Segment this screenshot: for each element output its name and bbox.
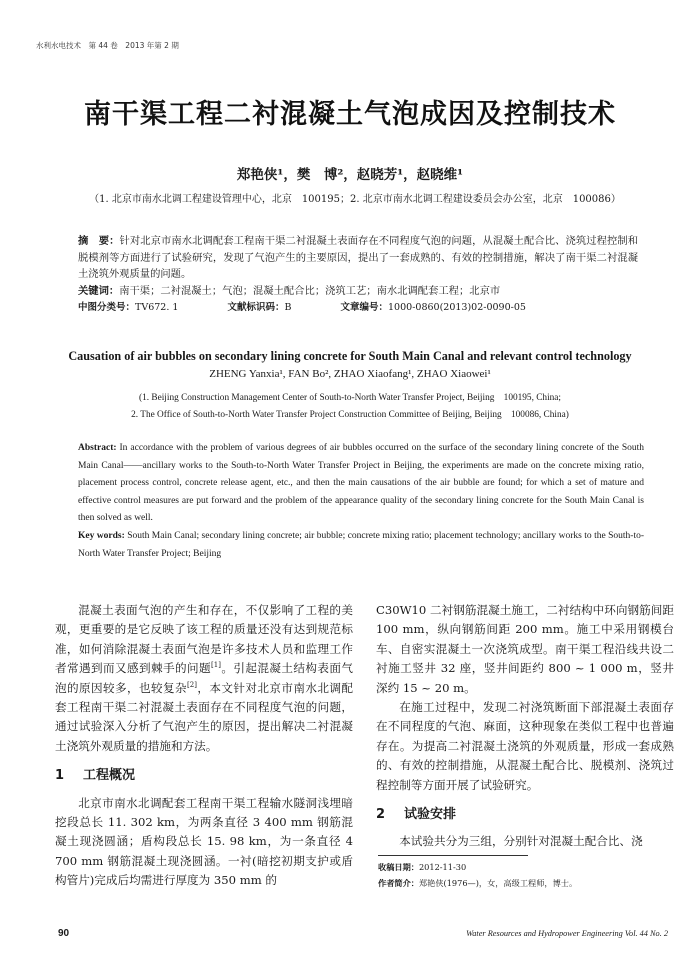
section-1-paragraph-2: 在施工过程中，发现二衬浇筑断面下部混凝土表面存在不同程度的气泡、麻面，这种现象在类似工程中也普遍存在。为提高二衬混凝土浇筑的外观质量，形成一套成熟的、有效的控制措施，从混凝土配合比、脱模剂、浇筑过程控制等方面开展了试验研究。 (376, 700, 674, 792)
keywords-en-text: South Main Canal; secondary lining concrete; air bubble; concrete mixing ratio; placement technology; ancillary works to the South-to-North Water Transfer Project; Beijing (78, 531, 644, 559)
keywords-cn (78, 283, 638, 300)
citation-2: [2] (187, 680, 197, 689)
section-heading-1: 1 工程概况 (55, 768, 136, 784)
paper-title-cn: 南干渠工程二衬混凝土气泡成因及控制技术 (84, 99, 616, 130)
affiliation-en-1: (1. Beijing Construction Management Center of South-to-North Water Transfer Project, Beijing 100195, China; (138, 393, 562, 403)
abstract-cn-label: 摘 要： (78, 235, 120, 247)
authors-en: ZHENG Yanxia¹, FAN Bo², ZHAO Xiaofang¹, ZHAO Xiaowei¹ (209, 368, 491, 380)
footnote-received: 收稿日期：2012-11-30 (378, 862, 467, 872)
section-heading-2: 2 试验安排 (376, 807, 457, 823)
article-number: 文章编号：1000-0860(2013)02-0090-05 (340, 302, 526, 313)
classification-row (78, 299, 638, 313)
intro-paragraph: 混凝土表面气泡的产生和存在，不仅影响了工程的美观，更重要的是它反映了该工程的质量还没有达到规范标准，如何消除混凝土表面气泡是许多技术人员和监理工作者常遇到而又感到棘手的问题[1]。引起混凝土结构表面气泡的原因较多，也较复杂[2]，本文针对北京市南水北调配套工程南干渠二衬混凝土表面存在不同程度气泡的问题，通过试验深入分析了气泡产生的原因，提出解决二衬混凝土浇筑外观质量的措施和方法。 (55, 603, 353, 753)
citation-1: [1] (211, 661, 221, 670)
abstract-en (78, 440, 644, 528)
abstract-en-text: In accordance with the problem of various degrees of air bubbles occurred on the surface of the secondary lining concrete of the South Main Canal——ancillary works to the South-to-North Water Transfer Project in Beijing, the experiments are made on the concrete mixing ratio, placement process control, concrete release agent, etc., and then the main causations of the air bubble are found; for which a set of mature and effective control measures are put forward and the problem of the appearance quality of the secondary lining concrete for the South Main Canal is then solved as well. (78, 443, 644, 523)
keywords-en-label: Key words: (78, 531, 125, 541)
keywords-en (78, 528, 644, 563)
running-head: 水利水电技术 第 44 卷 2013 年第 2 期 (36, 41, 179, 50)
affiliations-cn: （1. 北京市南水北调工程建设管理中心，北京 100195；2. 北京市南水北调工程建设委员会办公室，北京 100086） (89, 194, 621, 205)
keywords-cn-label: 关键词： (78, 285, 120, 297)
abstract-en-label: Abstract: (78, 443, 117, 453)
affiliation-en-2: 2. The Office of South-to-North Water Transfer Project Construction Committee of Beijing, Beijing 100086, China) (131, 410, 569, 420)
section-1-paragraph: 北京市南水北调配套工程南干渠工程输水隧洞浅埋暗挖段总长 11. 302 km，为两条直径 3 400 mm 钢筋混凝土现浇圆涵；盾构段总长 15. 98 km，为一条直径 4 700 mm 钢筋混凝土现浇圆涵。一衬(暗挖初期支护或盾构管片)完成后均需进行厚度为 350 mm 的 (55, 795, 353, 888)
section-2-paragraph: 本试验共分为三组，分别针对混凝土配合比、浇 (399, 834, 643, 849)
journal-footer: Water Resources and Hydropower Engineering Vol. 44 No. 2 (466, 929, 668, 938)
keywords-cn-text: 南干渠；二衬混凝土；气泡；混凝土配合比；浇筑工艺；南水北调配套工程；北京市 (119, 285, 501, 297)
abstract-cn-text: 针对北京市南水北调配套工程南干渠二衬混凝土表面存在不同程度气泡的问题，从混凝土配合比、浇筑过程控制和脱模剂等方面进行了试验研究，发现了气泡产生的主要原因，提出了一套成熟的、有效的控制措施，解决了南干渠二衬混凝土浇筑外观质量的问题。 (78, 235, 639, 280)
clc-number: 中图分类号：TV672. 1 (78, 302, 179, 313)
footnote-author: 作者简介：郑艳侠(1976—)，女，高级工程师，博士。 (378, 878, 578, 888)
body-column-left (55, 601, 353, 891)
document-code: 文献标识码：B (227, 302, 292, 313)
continued-paragraph: C30W10 二衬钢筋混凝土施工，二衬结构中环向钢筋间距 100 mm，纵向钢筋间距 200 mm。施工中采用钢模台车、自密实混凝土一次浇筑成型。南干渠工程沿线共设二衬施工竖井 32 座，竖井间距约 800 ~ 1 000 m，竖井深约 15 ~ 20 m。 (376, 603, 674, 695)
page-number: 90 (58, 928, 70, 939)
paper-title-en: Causation of air bubbles on secondary lining concrete for South Main Canal and relevant control technology (68, 349, 632, 363)
abstract-cn (78, 233, 638, 283)
body-column-right (376, 601, 674, 852)
footnote-rule (378, 855, 528, 856)
authors-cn: 郑艳侠¹，樊 博²，赵晓芳¹，赵晓维¹ (236, 167, 464, 183)
